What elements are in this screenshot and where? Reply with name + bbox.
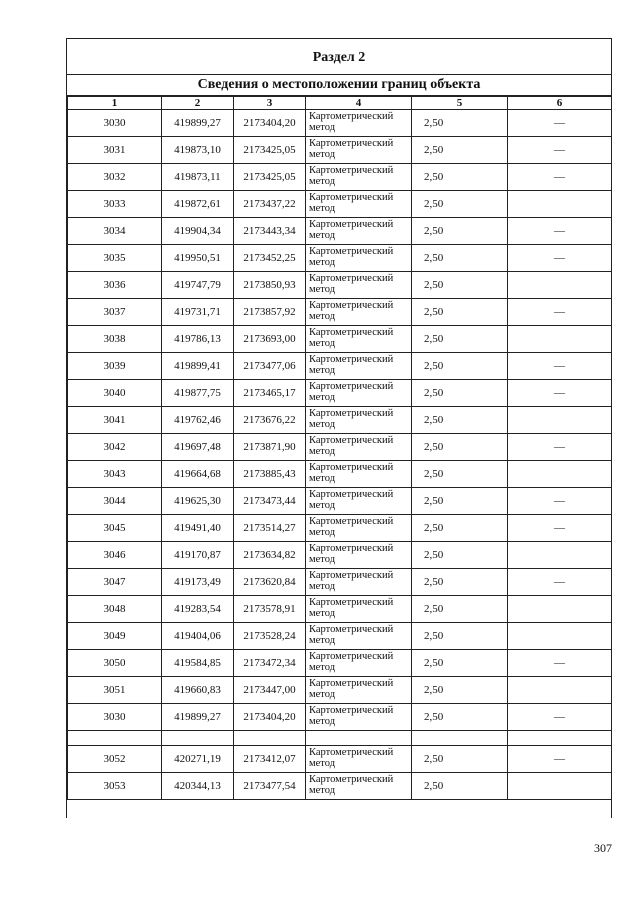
- y-coordinate-cell: 2173676,22: [234, 407, 306, 434]
- accuracy-cell: 2,50: [412, 704, 508, 731]
- table-row: [68, 110, 612, 137]
- description-cell: —: [508, 380, 612, 407]
- accuracy-cell: 2,50: [412, 407, 508, 434]
- description-cell: —: [508, 164, 612, 191]
- point-number-cell: 3048: [68, 596, 162, 623]
- section-subtitle: Сведения о местоположении границ объекта: [67, 74, 611, 97]
- point-number-cell: 3035: [68, 245, 162, 272]
- accuracy-cell: 2,50: [412, 677, 508, 704]
- description-cell: [508, 623, 612, 650]
- table-row: [68, 353, 612, 380]
- x-coordinate-cell: 419899,27: [162, 110, 234, 137]
- y-coordinate-cell: 2173404,20: [234, 110, 306, 137]
- y-coordinate-cell: 2173620,84: [234, 569, 306, 596]
- method-cell: Картометрический метод: [306, 773, 412, 800]
- table-row: [68, 704, 612, 731]
- method-cell: Картометрический метод: [306, 596, 412, 623]
- empty-cell: [306, 731, 412, 746]
- y-coordinate-cell: 2173447,00: [234, 677, 306, 704]
- accuracy-cell: 2,50: [412, 434, 508, 461]
- method-cell: Картометрический метод: [306, 137, 412, 164]
- description-cell: —: [508, 704, 612, 731]
- column-header: 1: [68, 97, 162, 110]
- x-coordinate-cell: 419747,79: [162, 272, 234, 299]
- empty-cell: [412, 731, 508, 746]
- accuracy-cell: 2,50: [412, 596, 508, 623]
- description-cell: [508, 191, 612, 218]
- y-coordinate-cell: 2173693,00: [234, 326, 306, 353]
- x-coordinate-cell: 419873,11: [162, 164, 234, 191]
- point-number-cell: 3044: [68, 488, 162, 515]
- table-row: [68, 596, 612, 623]
- y-coordinate-cell: 2173477,06: [234, 353, 306, 380]
- y-coordinate-cell: 2173871,90: [234, 434, 306, 461]
- method-cell: Картометрический метод: [306, 746, 412, 773]
- method-cell: Картометрический метод: [306, 461, 412, 488]
- y-coordinate-cell: 2173425,05: [234, 137, 306, 164]
- table-row: [68, 542, 612, 569]
- method-cell: Картометрический метод: [306, 326, 412, 353]
- y-coordinate-cell: 2173514,27: [234, 515, 306, 542]
- y-coordinate-cell: 2173578,91: [234, 596, 306, 623]
- description-cell: —: [508, 515, 612, 542]
- description-cell: —: [508, 746, 612, 773]
- accuracy-cell: 2,50: [412, 461, 508, 488]
- empty-cell: [234, 731, 306, 746]
- empty-cell: [508, 731, 612, 746]
- accuracy-cell: 2,50: [412, 191, 508, 218]
- table-header-row: [68, 97, 612, 110]
- table-gap-row: [68, 731, 612, 746]
- point-number-cell: 3041: [68, 407, 162, 434]
- table-row: [68, 746, 612, 773]
- accuracy-cell: 2,50: [412, 746, 508, 773]
- y-coordinate-cell: 2173477,54: [234, 773, 306, 800]
- x-coordinate-cell: 419899,41: [162, 353, 234, 380]
- x-coordinate-cell: 419697,48: [162, 434, 234, 461]
- y-coordinate-cell: 2173412,07: [234, 746, 306, 773]
- accuracy-cell: 2,50: [412, 650, 508, 677]
- table-row: [68, 326, 612, 353]
- description-cell: [508, 596, 612, 623]
- method-cell: Картометрический метод: [306, 650, 412, 677]
- table-row: [68, 623, 612, 650]
- method-cell: Картометрический метод: [306, 623, 412, 650]
- method-cell: Картометрический метод: [306, 245, 412, 272]
- point-number-cell: 3039: [68, 353, 162, 380]
- accuracy-cell: 2,50: [412, 137, 508, 164]
- empty-cell: [162, 731, 234, 746]
- description-cell: —: [508, 650, 612, 677]
- method-cell: Картометрический метод: [306, 272, 412, 299]
- point-number-cell: 3042: [68, 434, 162, 461]
- description-cell: [508, 326, 612, 353]
- point-number-cell: 3031: [68, 137, 162, 164]
- x-coordinate-cell: 419904,34: [162, 218, 234, 245]
- column-header: 4: [306, 97, 412, 110]
- y-coordinate-cell: 2173857,92: [234, 299, 306, 326]
- point-number-cell: 3050: [68, 650, 162, 677]
- point-number-cell: 3051: [68, 677, 162, 704]
- point-number-cell: 3038: [68, 326, 162, 353]
- accuracy-cell: 2,50: [412, 326, 508, 353]
- x-coordinate-cell: 419762,46: [162, 407, 234, 434]
- description-cell: [508, 677, 612, 704]
- point-number-cell: 3030: [68, 110, 162, 137]
- table-row: [68, 137, 612, 164]
- method-cell: Картометрический метод: [306, 191, 412, 218]
- point-number-cell: 3037: [68, 299, 162, 326]
- point-number-cell: 3043: [68, 461, 162, 488]
- table-row: [68, 407, 612, 434]
- method-cell: Картометрический метод: [306, 353, 412, 380]
- accuracy-cell: 2,50: [412, 569, 508, 596]
- point-number-cell: 3052: [68, 746, 162, 773]
- accuracy-cell: 2,50: [412, 164, 508, 191]
- point-number-cell: 3032: [68, 164, 162, 191]
- description-cell: —: [508, 353, 612, 380]
- description-cell: —: [508, 488, 612, 515]
- table-row: [68, 515, 612, 542]
- table-row: [68, 773, 612, 800]
- column-header: 6: [508, 97, 612, 110]
- y-coordinate-cell: 2173443,34: [234, 218, 306, 245]
- method-cell: Картометрический метод: [306, 407, 412, 434]
- y-coordinate-cell: 2173465,17: [234, 380, 306, 407]
- accuracy-cell: 2,50: [412, 623, 508, 650]
- accuracy-cell: 2,50: [412, 218, 508, 245]
- y-coordinate-cell: 2173437,22: [234, 191, 306, 218]
- table-row: [68, 191, 612, 218]
- accuracy-cell: 2,50: [412, 245, 508, 272]
- method-cell: Картометрический метод: [306, 434, 412, 461]
- column-header: 2: [162, 97, 234, 110]
- table-row: [68, 299, 612, 326]
- description-cell: —: [508, 110, 612, 137]
- method-cell: Картометрический метод: [306, 110, 412, 137]
- description-cell: —: [508, 218, 612, 245]
- accuracy-cell: 2,50: [412, 299, 508, 326]
- x-coordinate-cell: 419404,06: [162, 623, 234, 650]
- y-coordinate-cell: 2173452,25: [234, 245, 306, 272]
- boundary-points-table: [67, 97, 612, 800]
- accuracy-cell: 2,50: [412, 353, 508, 380]
- table-row: [68, 569, 612, 596]
- table-row: [68, 272, 612, 299]
- x-coordinate-cell: 419283,54: [162, 596, 234, 623]
- point-number-cell: 3036: [68, 272, 162, 299]
- x-coordinate-cell: 420271,19: [162, 746, 234, 773]
- accuracy-cell: 2,50: [412, 110, 508, 137]
- section-title: Раздел 2: [67, 39, 611, 75]
- point-number-cell: 3045: [68, 515, 162, 542]
- table-row: [68, 245, 612, 272]
- description-cell: —: [508, 434, 612, 461]
- y-coordinate-cell: 2173404,20: [234, 704, 306, 731]
- column-header: 3: [234, 97, 306, 110]
- table-row: [68, 461, 612, 488]
- section-frame: [66, 38, 612, 818]
- y-coordinate-cell: 2173472,34: [234, 650, 306, 677]
- table-row: [68, 677, 612, 704]
- description-cell: [508, 272, 612, 299]
- description-cell: —: [508, 245, 612, 272]
- method-cell: Картометрический метод: [306, 569, 412, 596]
- method-cell: Картометрический метод: [306, 515, 412, 542]
- description-cell: —: [508, 569, 612, 596]
- point-number-cell: 3047: [68, 569, 162, 596]
- method-cell: Картометрический метод: [306, 218, 412, 245]
- table-row: [68, 650, 612, 677]
- description-cell: [508, 773, 612, 800]
- method-cell: Картометрический метод: [306, 704, 412, 731]
- accuracy-cell: 2,50: [412, 380, 508, 407]
- x-coordinate-cell: 419491,40: [162, 515, 234, 542]
- x-coordinate-cell: 419584,85: [162, 650, 234, 677]
- accuracy-cell: 2,50: [412, 773, 508, 800]
- x-coordinate-cell: 420344,13: [162, 773, 234, 800]
- table-row: [68, 218, 612, 245]
- method-cell: Картометрический метод: [306, 164, 412, 191]
- y-coordinate-cell: 2173634,82: [234, 542, 306, 569]
- x-coordinate-cell: 419173,49: [162, 569, 234, 596]
- table-row: [68, 434, 612, 461]
- x-coordinate-cell: 419950,51: [162, 245, 234, 272]
- y-coordinate-cell: 2173885,43: [234, 461, 306, 488]
- description-cell: [508, 542, 612, 569]
- y-coordinate-cell: 2173528,24: [234, 623, 306, 650]
- table-row: [68, 488, 612, 515]
- x-coordinate-cell: 419873,10: [162, 137, 234, 164]
- y-coordinate-cell: 2173425,05: [234, 164, 306, 191]
- x-coordinate-cell: 419877,75: [162, 380, 234, 407]
- method-cell: Картометрический метод: [306, 677, 412, 704]
- method-cell: Картометрический метод: [306, 542, 412, 569]
- x-coordinate-cell: 419170,87: [162, 542, 234, 569]
- point-number-cell: 3053: [68, 773, 162, 800]
- x-coordinate-cell: 419786,13: [162, 326, 234, 353]
- method-cell: Картометрический метод: [306, 488, 412, 515]
- point-number-cell: 3030: [68, 704, 162, 731]
- accuracy-cell: 2,50: [412, 515, 508, 542]
- point-number-cell: 3034: [68, 218, 162, 245]
- table-row: [68, 380, 612, 407]
- point-number-cell: 3040: [68, 380, 162, 407]
- description-cell: [508, 461, 612, 488]
- x-coordinate-cell: 419660,83: [162, 677, 234, 704]
- method-cell: Картометрический метод: [306, 380, 412, 407]
- accuracy-cell: 2,50: [412, 272, 508, 299]
- point-number-cell: 3049: [68, 623, 162, 650]
- page-number: 307: [594, 841, 612, 855]
- x-coordinate-cell: 419731,71: [162, 299, 234, 326]
- x-coordinate-cell: 419664,68: [162, 461, 234, 488]
- description-cell: —: [508, 137, 612, 164]
- accuracy-cell: 2,50: [412, 542, 508, 569]
- column-header: 5: [412, 97, 508, 110]
- description-cell: [508, 407, 612, 434]
- accuracy-cell: 2,50: [412, 488, 508, 515]
- x-coordinate-cell: 419899,27: [162, 704, 234, 731]
- empty-cell: [68, 731, 162, 746]
- x-coordinate-cell: 419625,30: [162, 488, 234, 515]
- y-coordinate-cell: 2173473,44: [234, 488, 306, 515]
- point-number-cell: 3046: [68, 542, 162, 569]
- description-cell: —: [508, 299, 612, 326]
- table-row: [68, 164, 612, 191]
- y-coordinate-cell: 2173850,93: [234, 272, 306, 299]
- point-number-cell: 3033: [68, 191, 162, 218]
- x-coordinate-cell: 419872,61: [162, 191, 234, 218]
- method-cell: Картометрический метод: [306, 299, 412, 326]
